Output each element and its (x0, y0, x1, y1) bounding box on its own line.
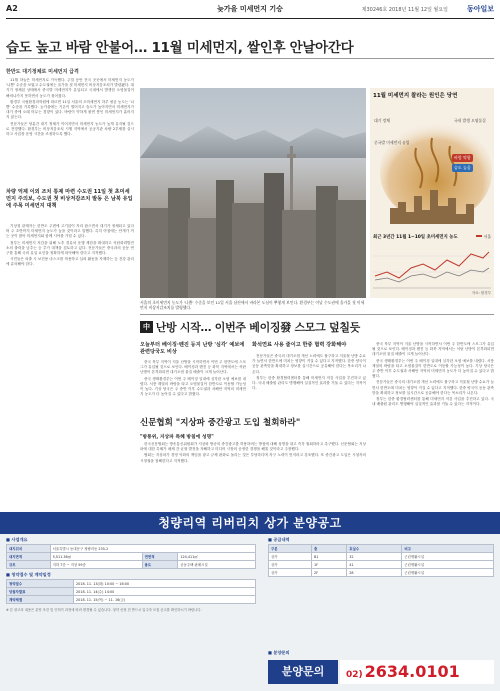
china-smog-headline (140, 319, 494, 335)
article-paragraph: 시민들은 외출 시 보건용 마스크를 착용하고 실외 활동을 자제하는 등 건강 관리에 유의해야 한다. (6, 257, 134, 267)
article-paragraph: 정부는 미세먼지 저감을 위해 노후 경유차 운행 제한을 확대하고 석탄화력발전소의 출력을 낮추는 등 추가 대책을 검토하고 있다. 전문가들은 중국과의 공동 연구를 통해 국외 유입 요인을 정확하게 파악해야 한다고 지적했다. (6, 240, 134, 256)
article-body (6, 78, 134, 184)
headline-rule (6, 58, 494, 59)
china-mark: 中 (140, 321, 153, 333)
article2-paragraph: 중국 생태환경부는 이번 주 베이징 일대에 심각한 오염 예보를 내렸다. 서풍 계열의 바람을 타고 오염물질이 한반도로 이동할 가능성이 높다. 기상 당국은 주 중반 이후 수도권과 서해안 지역의 미세먼지 농도가 더 높아질 수 있다고 밝혔다. (140, 376, 246, 397)
china-smog-headline-text: 난방 시작… 이번주 베이징發 스모그 덮칠듯 (155, 321, 360, 334)
ad-section-inquiry: ■ 분양문의 (268, 650, 290, 655)
section-title: 늦가을 미세먼지 기승 (217, 5, 283, 13)
association-paragraph: 한국신문협회는 방송통신위원회가 지상파 방송의 중간광고를 허용하려는 방침에 대해 성명을 내고 즉각 철회하라고 촉구했다. 신문협회는 지상파에 대한 특혜가 매체 간 균형 발전을 저해하고 미디어 시장의 공정한 경쟁을 해칠 것이라고 주장했다. (140, 442, 366, 452)
cause-note-3: 국내 발생 오염물질 (454, 118, 486, 123)
page-header (6, 3, 494, 17)
schedule-table: 청약접수 2018. 11. 13(화) 10:00 ~ 16:00 당첨자발표 2018. 11. 14(수) 14:00 계약체결 2018. 11. 15(목) ~ 11. 16(금) (6, 579, 256, 604)
article2-headline: 오늘부터 베이징·톈진 등지 난방 '심각' 예보에 관련당국도 비상 (140, 342, 245, 355)
supply-table: 구분 층 호실수 비고 상가 B1 32 근린생활시설 상가 1F 41 근린생활시설 상가 2F 28 근린생활시설 (268, 544, 494, 577)
ad-section-supply: ■ 공급내역 (268, 537, 290, 542)
association-body (140, 442, 366, 506)
article-paragraph: 환경부 국립환경과학원에 따르면 11일 서울의 초미세먼지 하루 평균 농도는 '나쁨' 수준을 기록했다. 늦가을에는 기온이 떨어지고 습도가 높아지면서 미세먼지가 대기 중에 오래 머무는 경향이 있다. 바람이 약하게 불면 쌓인 미세먼지가 흩어지지 않는다. (6, 99, 134, 120)
article2-paragraph: 중국 북부 지역이 겨울 난방을 시작하면서 이번 주 한반도에 스모그가 유입될 것으로 보인다. 베이징과 톈진 등 화북 지역에서는 석탄 난방이 본격화되면 대기오염 물질 배출이 크게 늘어난다. (140, 360, 246, 375)
chart-source: 자료: 환경부 (471, 291, 491, 295)
association-paragraph: 협회는 지상파가 경영 악화의 책임을 광고 규제 완화로 돌리는 것은 부당하다며 자구 노력이 먼저라고 강조했다. 또 중간광고 도입은 시청자의 시청권을 침해한다고 지적했다. (140, 453, 366, 463)
ad-section-schedule: ■ 청약접수 및 계약일정 (6, 572, 51, 577)
right-column-paragraph: 정부는 한중 환경협력센터를 통해 미세먼지 저감 사업을 추진하고 있다. 국내 배출원 관리도 병행해야 실질적인 효과를 거둘 수 있다는 지적이다. (372, 397, 494, 407)
article-body-continued (6, 224, 134, 508)
article-subhead: 한반도 대기정체로 미세먼지 급격 (6, 69, 79, 75)
city-smog-photo (140, 88, 366, 298)
chart-legend: 서울 (476, 234, 491, 240)
article-paragraph: 11월 하늘은 미세먼지로 가득했다. 주말 동안 전국 곳곳에서 미세먼지 농도가 '나쁨' 수준을 보였고 수도권에는 올가을 첫 미세먼지 비상저감조치가 발령됐다. 대기가 정체된 상태에서 중국발 미세먼지가 유입되고 국내에서 발생한 오염물질이 빠져나가지 못하면서 농도가 짙어졌다. (6, 78, 134, 98)
header-rule (6, 18, 494, 19)
right-column-paragraph: 전문가들은 중국의 대기오염 개선 노력에도 불구하고 겨울철 난방 수요가 늘면서 한반도에 미치는 영향이 커질 수 있다고 지적했다. 한중 양국이 공동 관측망을 확대하고 정보를 실시간으로 공유해야 한다는 목소리가 나온다. (372, 380, 494, 395)
article-lead: 차량 억제 이외 조치 통제 마련 수도권 11일 첫 초미세먼지 주의보, 수도권 첫 비상저감조치 발동 은 남북 유입에 주목 미세먼지 대책 (6, 189, 133, 210)
article3-paragraph: 전문가들은 중국의 대기오염 개선 노력에도 불구하고 겨울철 난방 수요가 늘면서 한반도에 미치는 영향이 커질 수 있다고 지적했다. 한중 양국이 공동 관측망을 확대하고 정보를 실시간으로 공유해야 한다는 목소리가 나온다. (252, 354, 366, 374)
right-column-paragraph: 중국 북부 지역이 겨울 난방을 시작하면서 이번 주 한반도에 스모그가 유입될 것으로 보인다. 베이징과 톈진 등 화북 지역에서는 석탄 난방이 본격화되면 대기오염 물질 배출이 크게 늘어난다. (372, 342, 494, 357)
infographic-title: 11월 미세먼지 찰라는 원인은 당연 (373, 93, 458, 99)
inquiry-label: 분양문의 (268, 660, 338, 684)
ad-title: 청량리역 리버리치 상가 분양공고 (0, 512, 500, 534)
main-headline: 습도 높고 바람 안불어… 11월 미세먼지, 쌀인후 안날아간다 (6, 40, 354, 56)
tag-humidity: 습도 높음 (454, 165, 471, 170)
article3-body (252, 354, 366, 412)
chart-title: 최근 3년간 11월 1~10일 초미세먼지 농도 (373, 235, 458, 240)
newspaper-logo: 동아일보 (466, 4, 494, 13)
mountain-silhouette (140, 118, 366, 158)
infographic (370, 88, 494, 298)
cause-note-2: 중국발 미세먼지 유입 (374, 140, 410, 145)
pm-line-chart (373, 242, 491, 292)
phone-number: 2634.0101 (364, 662, 460, 681)
photo-caption: 서울의 초미세먼지 농도가 '나쁨' 수준을 보인 11일 서울 남산에서 바라본 도심이 뿌옇게 보인다. 환경부는 이날 수도권에 올가을 첫 미세먼지 비상저감조치를 발령했다. (140, 300, 365, 310)
issue-info: 제30246호 2018년 11월 12일 월요일 (361, 7, 448, 13)
ad-notes: ※ 본 광고의 내용은 분양 조건 및 인허가 과정에 따라 변경될 수 있습니다. 청약 신청 전 반드시 입주자 모집 공고를 확인하시기 바랍니다. (6, 608, 202, 612)
article3-headline: 화석연료 사용 줄이고 한중 협력 강화해야 (252, 342, 347, 348)
right-column-body (372, 342, 494, 506)
overview-table: 대지위치 서울특별시 동대문구 청량리동 235-2 대지면적 5,511.36㎡ 연면적 124,411㎡ 규모 지하 7층 ~ 지상 59층 용도 공동주택·판매시설 (6, 544, 256, 569)
article-paragraph: 전문가들은 당분간 대기 정체가 이어지면서 미세먼지 농도가 높게 유지될 것으로 전망했다. 환경부는 비상저감조치 시행 지역에서 공공기관 차량 2부제를 실시하고 사업장 운영 시간을 조정하도록 했다. (6, 121, 134, 137)
subhead-rule (140, 314, 494, 315)
page-number: A2 (6, 4, 18, 13)
association-subhead: "방통위, 지상파 특혜 방침에 성명" (140, 435, 214, 440)
real-estate-ad (0, 512, 500, 691)
ad-section-overview: ■ 사업개요 (6, 537, 28, 542)
tag-wind: 바람 약함 (454, 155, 471, 160)
inquiry-phone[interactable] (340, 660, 494, 684)
article2-body (140, 360, 246, 412)
article-paragraph: 기상청 관계자는 한반도 주변에 고기압이 자리 잡으면서 대기가 정체되고 있다며 주 초반까지 미세먼지 농도가 높을 것이라고 말했다. 특히 아침에는 안개가 끼는 곳이 많아 미세먼지와 함께 시야를 가릴 수 있다. (6, 224, 134, 239)
phone-area-code: 02) (346, 670, 363, 680)
tower-silhouette (290, 146, 293, 216)
association-headline: 신문협회 "지상파 중간광고 도입 철회하라" (140, 418, 301, 428)
article3-paragraph: 정부는 한중 환경협력센터를 통해 미세먼지 저감 사업을 추진하고 있다. 국내 배출원 관리도 병행해야 실질적인 효과를 거둘 수 있다는 지적이다. (252, 375, 366, 391)
right-column-paragraph: 중국 생태환경부는 이번 주 베이징 일대에 심각한 오염 예보를 내렸다. 서풍 계열의 바람을 타고 오염물질이 한반도로 이동할 가능성이 높다. 기상 당국은 주 중반 이후 수도권과 서해안 지역의 미세먼지 농도가 더 높아질 수 있다고 밝혔다. (372, 358, 494, 379)
cause-note-1: 대기 정체 (374, 118, 390, 123)
